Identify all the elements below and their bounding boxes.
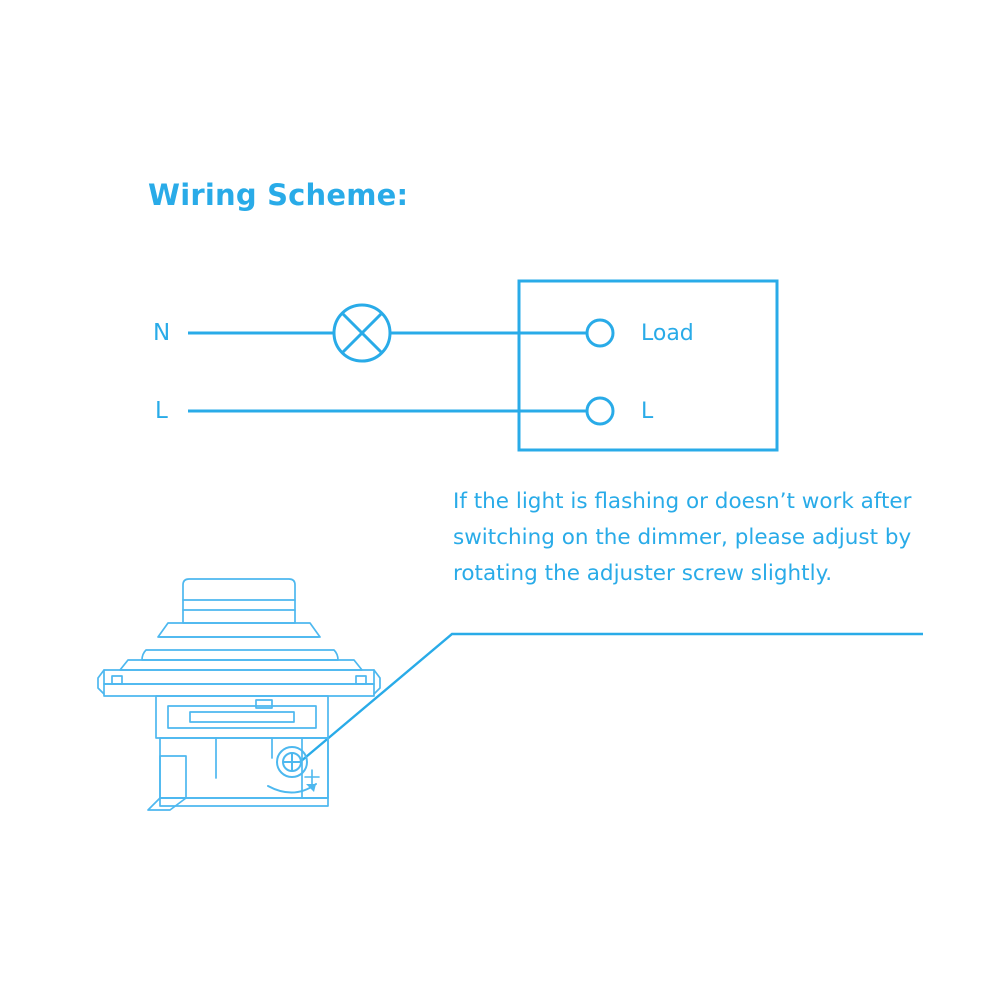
- label-load-terminal: Load: [641, 321, 694, 346]
- device-screw-slot-right: [356, 676, 366, 684]
- rotation-plus-icon: [305, 770, 319, 784]
- adjuster-screw-slot: [284, 754, 300, 770]
- device-body-recess-inner: [190, 712, 294, 722]
- adjustment-note: If the light is flashing or doesn’t work after switching on the dimmer, please adjust by rotating the adjuster screw slightly.: [453, 489, 912, 586]
- device-knob-base: [158, 623, 320, 637]
- device-foot-left: [148, 798, 186, 810]
- device-screw-slot-left: [112, 676, 122, 684]
- page-title: Wiring Scheme:: [148, 178, 409, 212]
- device-faceplate: [120, 660, 362, 670]
- label-line-terminal: L: [641, 399, 654, 424]
- device-knob: [183, 579, 295, 623]
- device-flange-right-tab: [374, 670, 380, 694]
- label-neutral: N: [153, 320, 171, 346]
- device-side-rib-left: [160, 756, 186, 798]
- device-body-upper: [156, 696, 328, 738]
- device-mounting-flange: [104, 670, 374, 684]
- device-flange-left-tab: [98, 670, 104, 694]
- device-faceplate-top: [142, 650, 338, 660]
- label-line: L: [155, 398, 168, 424]
- device-flange-lower: [104, 684, 374, 696]
